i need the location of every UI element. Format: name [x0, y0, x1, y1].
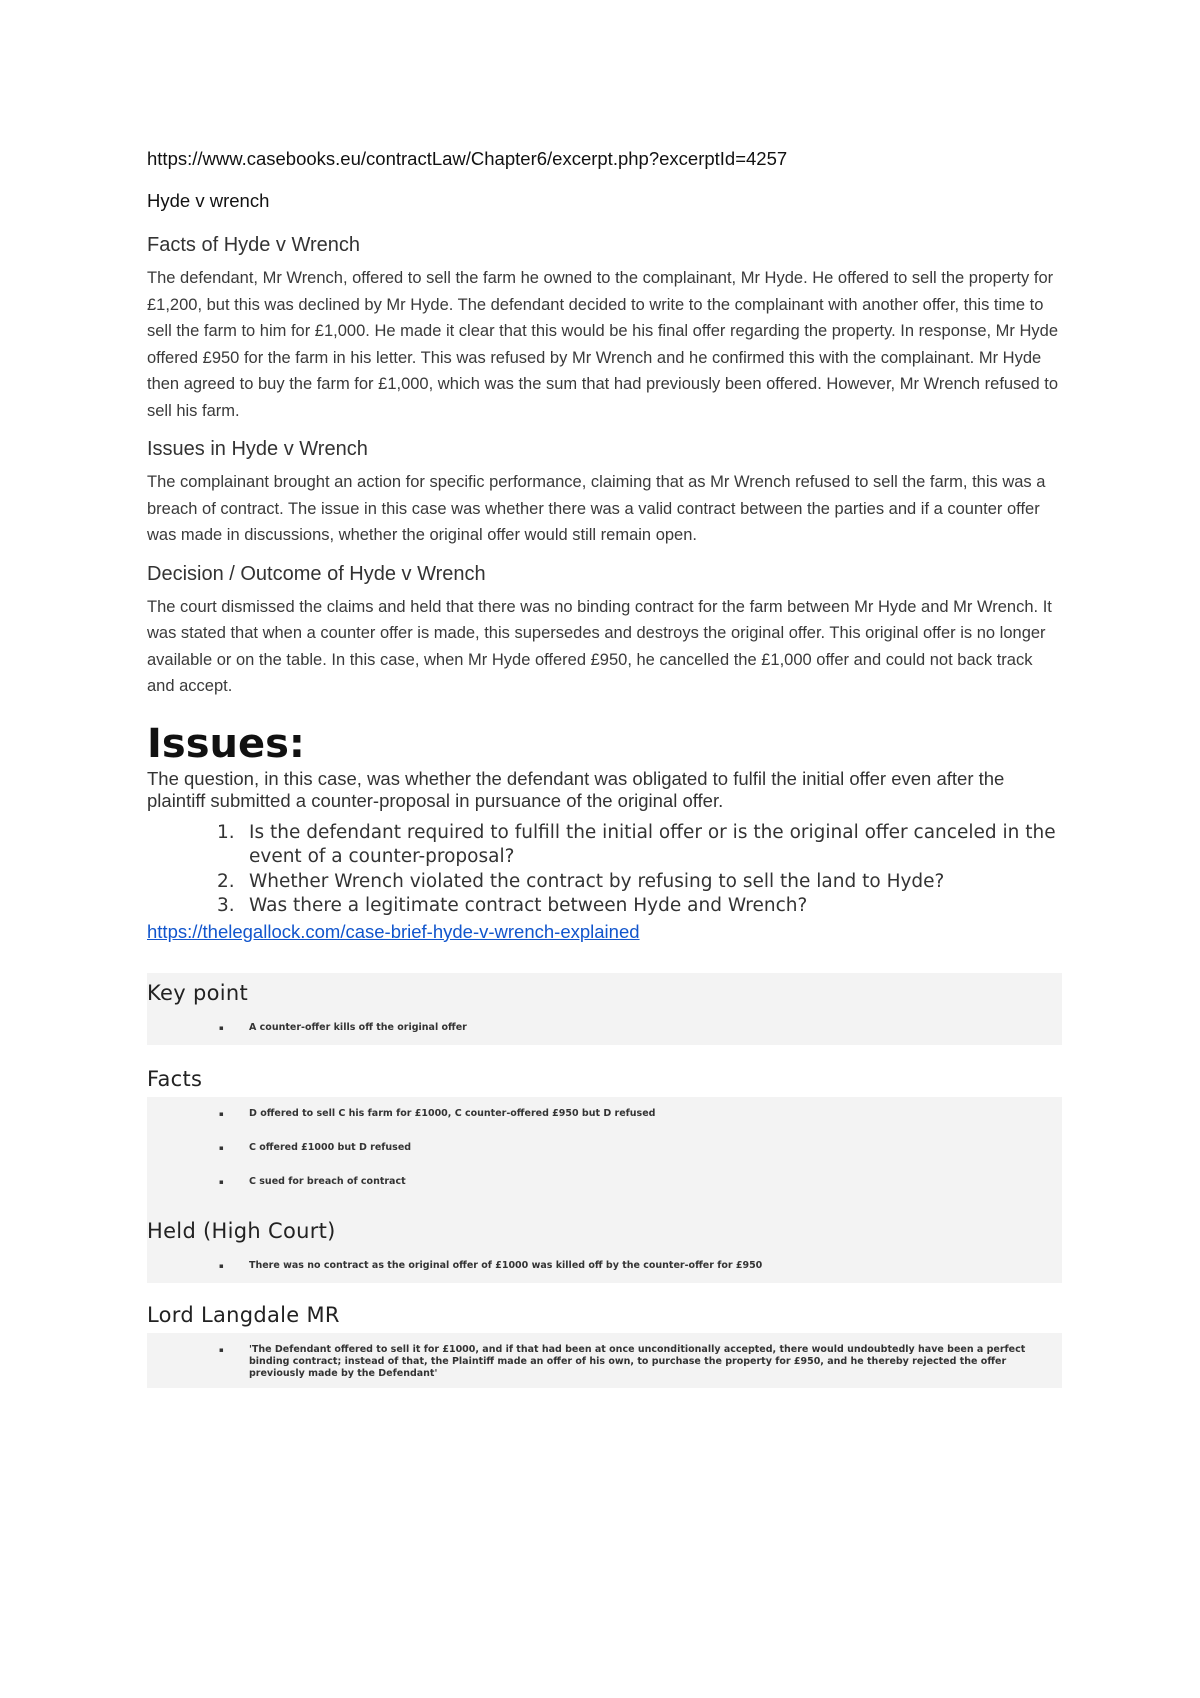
- list-item: [219, 1097, 1062, 1131]
- section-heading-facts: Facts of Hyde v Wrench: [147, 234, 361, 256]
- list-item-text: C sued for breach of contract: [249, 1175, 406, 1187]
- source-url: https://www.casebooks.eu/contractLaw/Chapter6/excerpt.php?excerptId=4257: [147, 148, 788, 169]
- issues-title: Issues:: [147, 720, 305, 767]
- case-summary-box: [147, 973, 1062, 1388]
- list-item: [217, 870, 1062, 895]
- bullet-icon: ▪: [219, 1177, 224, 1186]
- list-item-text: Is the defendant required to fulfill the initial offer or is the original offer canceled in the event of a counter-proposal?: [249, 821, 1056, 867]
- summary-heading: Held (High Court): [147, 1218, 336, 1243]
- section-body-decision: The court dismissed the claims and held that there was no binding contract for the farm between Mr Hyde and Mr Wrench. It was stated that when a counter offer is made, this supersedes and destroys the original offer. This original offer is no longer available or on the table. In this case, when Mr Hyde offered £950, he cancelled the £1,000 offer and could not back track and accept.: [147, 597, 1052, 695]
- section-heading-decision: Decision / Outcome of Hyde v Wrench: [147, 562, 486, 585]
- summary-heading: Lord Langdale MR: [147, 1302, 340, 1327]
- bullet-icon: ▪: [219, 1023, 224, 1032]
- document-title: Hyde v wrench: [147, 190, 270, 211]
- list-item-text: Whether Wrench violated the contract by refusing to sell the land to Hyde?: [249, 870, 945, 892]
- section-heading-issues: Issues in Hyde v Wrench: [147, 438, 368, 460]
- list-item-text: 'The Defendant offered to sell it for £1000, and if that had been at once unconditionally accepted, there would undoubtedly have been a perfect binding contract; instead of that, the Plaintiff made an offer of his own, to purchase the property for £950, and he thereby rejected the offer previously made by the Defendant': [249, 1343, 1026, 1379]
- list-item: [219, 1165, 1062, 1199]
- summary-heading: Key point: [147, 980, 249, 1005]
- list-item-text: A counter-offer kills off the original offer: [249, 1021, 467, 1033]
- issue-list: [217, 821, 1062, 919]
- list-number: 3.: [217, 895, 235, 916]
- document-page: [147, 148, 1062, 1388]
- list-item-text: There was no contract as the original offer of £1000 was killed off by the counter-offer for £950: [249, 1259, 763, 1271]
- section-body-facts: The defendant, Mr Wrench, offered to sell the farm he owned to the complainant, Mr Hyde. He offered to sell the property for £1,200, but this was declined by Mr Hyde. The defendant decided to write to the complainant with another offer, this time to sell the farm to him for £1,000. He made it clear that this would be his final offer regarding the property. In response, Mr Hyde offered £950 for the farm in his letter. This was refused by Mr Wrench and he confirmed this with the complainant. Mr Hyde then agreed to buy the farm for £1,000, which was the sum that had previously been offered. However, Mr Wrench refused to sell his farm.: [147, 269, 1059, 420]
- list-number: 2.: [217, 870, 235, 892]
- bullet-icon: ▪: [219, 1261, 224, 1270]
- list-item: [219, 1333, 1062, 1388]
- summary-heading: Facts: [147, 1066, 203, 1091]
- list-item: [219, 1131, 1062, 1165]
- summary-section-facts: [147, 1059, 1062, 1199]
- summary-section-key-point: [147, 973, 1062, 1045]
- section-facts: [147, 234, 1062, 424]
- source-link[interactable]: https://thelegallock.com/case-brief-hyde-v-wrench-explained: [147, 920, 640, 942]
- list-item: [217, 894, 1062, 919]
- bullet-icon: ▪: [219, 1143, 224, 1152]
- issues-intro: The question, in this case, was whether the defendant was obligated to fulfil the initial offer even after the plaintiff submitted a counter-proposal in pursuance of the original offer.: [147, 767, 1005, 811]
- list-number: 1.: [217, 821, 235, 843]
- list-item-text: Was there a legitimate contract between Hyde and Wrench?: [249, 895, 808, 916]
- bullet-icon: ▪: [219, 1345, 224, 1354]
- list-item: [219, 1249, 1062, 1283]
- list-item: [219, 1011, 1062, 1045]
- summary-section-lord-langdale: [147, 1283, 1062, 1388]
- list-item-text: C offered £1000 but D refused: [249, 1141, 412, 1153]
- list-item-text: D offered to sell C his farm for £1000, C counter-offered £950 but D refused: [249, 1107, 656, 1119]
- section-decision: [147, 563, 1062, 700]
- section-issues: [147, 438, 1062, 549]
- list-item: [217, 821, 1062, 870]
- summary-section-held: [147, 1199, 1062, 1283]
- bullet-icon: ▪: [219, 1109, 224, 1118]
- section-body-issues: The complainant brought an action for specific performance, claiming that as Mr Wrench refused to sell the farm, this was a breach of contract. The issue in this case was whether there was a valid contract between the parties and if a counter offer was made in discussions, whether the original offer would still remain open.: [147, 473, 1046, 544]
